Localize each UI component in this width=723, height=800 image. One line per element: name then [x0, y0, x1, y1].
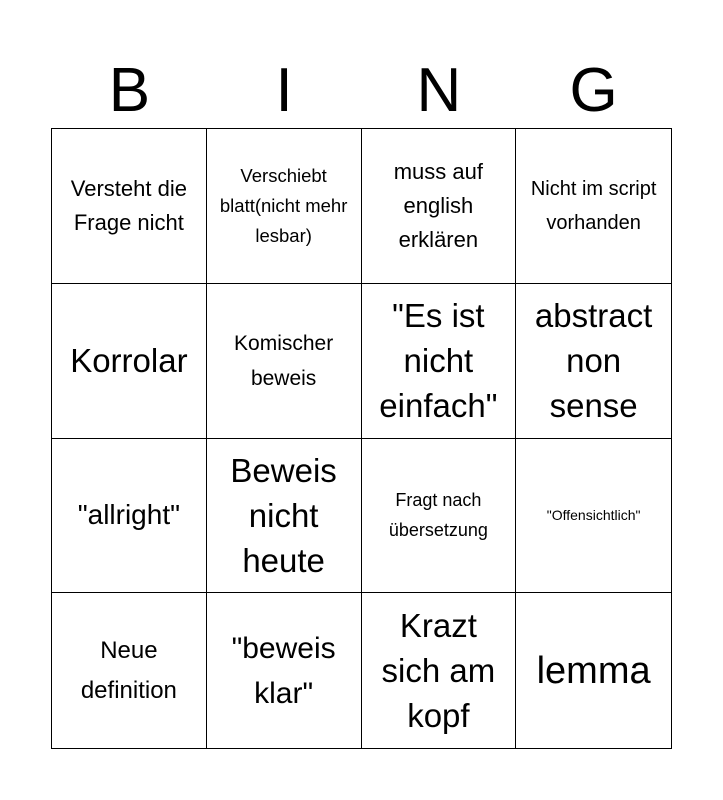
bingo-cell-text: Fragt nach übersetzung [388, 490, 488, 541]
header-letter-n: N [416, 56, 462, 125]
bingo-cell-r4-c1[interactable] [52, 593, 207, 748]
bingo-cell-text: Korrolar [70, 342, 188, 380]
bingo-cell-text: Verschiebt blatt(nicht mehr lesbar) [219, 164, 348, 246]
bingo-cell-text: Beweis nicht heute [230, 451, 337, 579]
bingo-cell-r3-c1[interactable] [52, 439, 207, 594]
bingo-cell-r2-c1[interactable] [52, 284, 207, 439]
bingo-cell-r1-c3[interactable] [362, 129, 517, 284]
bingo-cell-r3-c2[interactable] [207, 439, 362, 594]
bingo-cell-r4-c2[interactable] [207, 593, 362, 748]
bingo-cell-text: "Es ist nicht einfach" [379, 297, 498, 425]
bingo-cell-r3-c3[interactable] [362, 439, 517, 594]
header-letter-i: I [275, 56, 293, 125]
bingo-cell-r2-c3[interactable] [362, 284, 517, 439]
header-letter-g: G [569, 56, 618, 125]
bingo-board [51, 128, 672, 749]
bingo-cell-text: abstract non sense [534, 297, 653, 425]
bingo-cell-r1-c2[interactable] [207, 129, 362, 284]
bingo-cell-r4-c3[interactable] [362, 593, 517, 748]
bingo-cell-r1-c1[interactable] [52, 129, 207, 284]
bingo-cell-text: muss auf english erklären [393, 158, 483, 252]
bingo-cell-r4-c4[interactable] [516, 593, 671, 748]
bingo-cell-text: "beweis klar" [231, 631, 336, 710]
bingo-cell-text: Versteht die Frage nicht [70, 175, 187, 235]
bingo-cell-text: lemma [536, 649, 651, 692]
bingo-cell-r2-c4[interactable] [516, 284, 671, 439]
bingo-cell-r2-c2[interactable] [207, 284, 362, 439]
bingo-cell-r3-c4[interactable] [516, 439, 671, 594]
bingo-cell-text: Neue definition [80, 636, 177, 704]
bingo-cell-text: "Offensichtlich" [546, 507, 641, 524]
bingo-header [52, 58, 671, 124]
header-letter-b: B [108, 56, 151, 125]
bingo-cell-text: "allright" [77, 499, 181, 531]
bingo-cell-text: Nicht im script vorhanden [530, 177, 657, 234]
bingo-cell-text: Krazt sich am kopf [381, 607, 496, 735]
bingo-cell-text: Komischer beweis [234, 331, 334, 390]
bingo-cell-r1-c4[interactable] [516, 129, 671, 284]
